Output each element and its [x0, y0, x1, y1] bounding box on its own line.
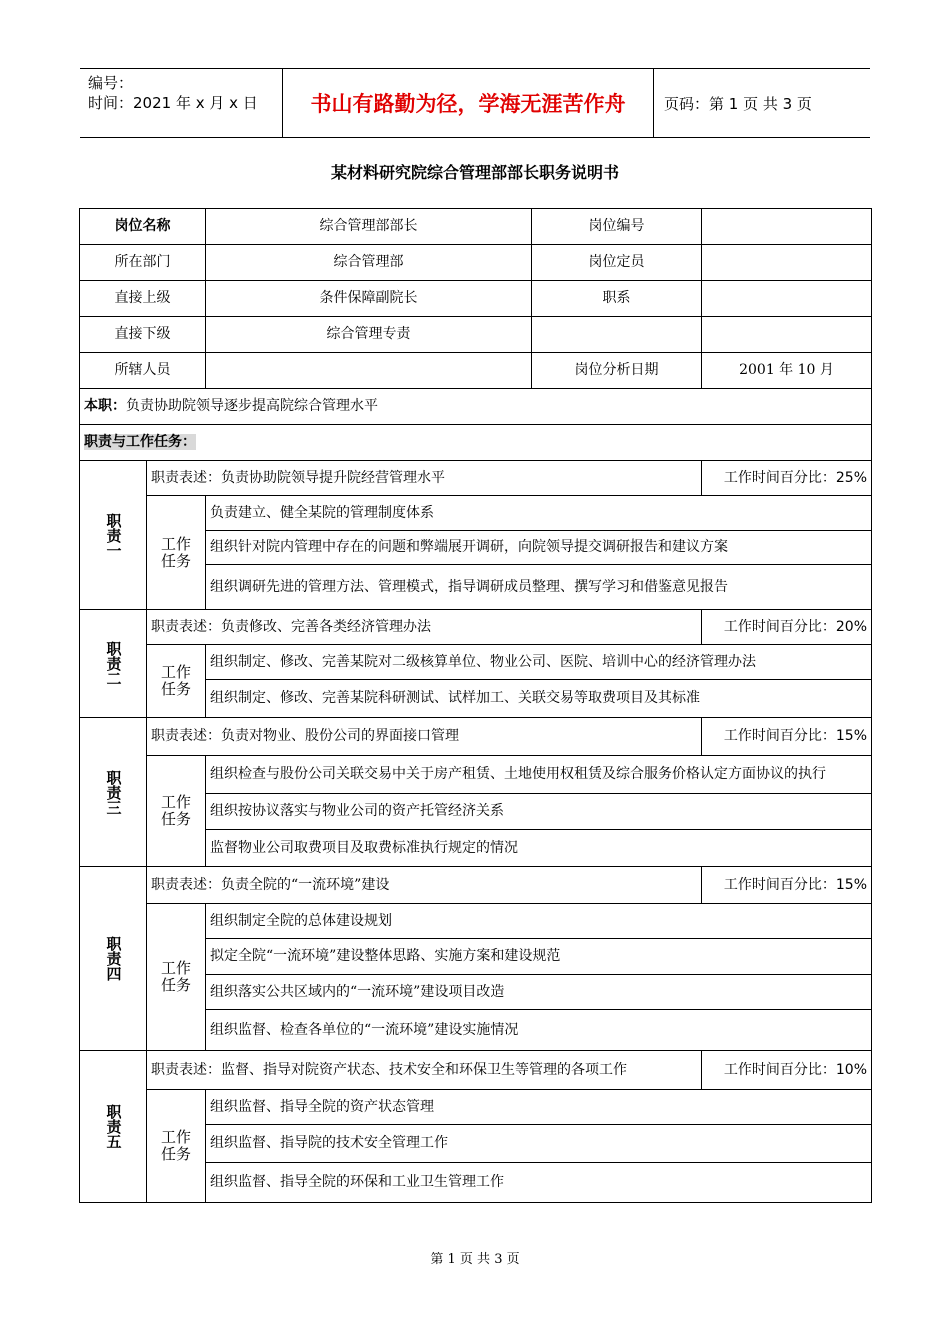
task-item: 组织制定、修改、完善某院科研测试、试样加工、关联交易等取费项目及其标准: [206, 680, 872, 718]
info-key: [532, 317, 702, 353]
task-label: 工作任务: [147, 1090, 206, 1203]
duty-desc-row: [80, 867, 872, 904]
task-row: [80, 496, 872, 531]
document-date: 时间：2021 年 x 月 x 日: [88, 94, 258, 112]
info-key: 岗位编号: [532, 209, 702, 245]
task-item: 组织落实公共区域内的“一流环境”建设项目改造: [206, 975, 872, 1010]
info-key: 直接上级: [80, 281, 206, 317]
task-item: 负责建立、健全某院的管理制度体系: [206, 496, 872, 531]
info-value: [702, 245, 872, 281]
tasks-heading-row: [80, 425, 872, 461]
duty-time-percent: 工作时间百分比：25%: [702, 461, 872, 496]
info-key: 职系: [532, 281, 702, 317]
info-value: [702, 317, 872, 353]
header-motto: 书山有路勤为径，学海无涯苦作舟: [282, 69, 654, 137]
duty-desc-row: [80, 1051, 872, 1090]
duty-summary-label: 本职：: [84, 398, 126, 414]
duty-description: 职责表述：负责全院的“一流环境”建设: [147, 867, 702, 904]
info-row: [80, 353, 872, 389]
info-key: 岗位定员: [532, 245, 702, 281]
task-item: 组织调研先进的管理方法、管理模式，指导调研成员整理、撰写学习和借鉴意见报告: [206, 565, 872, 610]
task-row: [80, 645, 872, 680]
duty-description: 职责表述：监督、指导对院资产状态、技术安全和环保卫生等管理的各项工作: [147, 1051, 702, 1090]
info-key: 所辖人员: [80, 353, 206, 389]
duty-summary-row: [80, 389, 872, 425]
task-item: 组织监督、指导全院的环保和工业卫生管理工作: [206, 1163, 872, 1203]
task-item: 监督物业公司取费项目及取费标准执行规定的情况: [206, 830, 872, 867]
duty-time-percent: 工作时间百分比：15%: [702, 867, 872, 904]
tasks-heading: 职责与工作任务：: [84, 434, 196, 450]
info-value: [702, 281, 872, 317]
info-row: [80, 281, 872, 317]
task-row: [80, 904, 872, 939]
info-value: [702, 209, 872, 245]
duty-time-percent: 工作时间百分比：20%: [702, 610, 872, 645]
header-page-info: 页码：第 1 页 共 3 页: [664, 94, 812, 113]
tasks-heading-cell: [80, 425, 872, 461]
task-row: [80, 1090, 872, 1125]
task-item: 组织检查与股份公司关联交易中关于房产租赁、土地使用权租赁及综合服务价格认定方面协议的执行: [206, 756, 872, 794]
info-value: [206, 353, 532, 389]
page-footer: 第 1 页 共 3 页: [430, 1252, 520, 1267]
info-value: 综合管理专责: [206, 317, 532, 353]
duty-label: 职责一: [80, 461, 147, 610]
job-description-table: [79, 208, 872, 1203]
page-header: [80, 68, 870, 138]
task-label: 工作任务: [147, 645, 206, 718]
task-row: [80, 756, 872, 794]
task-item: 拟定全院“一流环境”建设整体思路、实施方案和建设规范: [206, 939, 872, 975]
info-key: 岗位名称: [80, 209, 206, 245]
duty-time-percent: 工作时间百分比：10%: [702, 1051, 872, 1090]
duty-label: 职责三: [80, 718, 147, 867]
task-item: 组织制定全院的总体建设规划: [206, 904, 872, 939]
info-value: 综合管理部: [206, 245, 532, 281]
info-value: 综合管理部部长: [206, 209, 532, 245]
duty-desc-row: [80, 461, 872, 496]
info-value: 2001 年 10 月: [702, 353, 872, 389]
info-key: 岗位分析日期: [532, 353, 702, 389]
duty-description: 职责表述：负责对物业、股份公司的界面接口管理: [147, 718, 702, 756]
info-key: 所在部门: [80, 245, 206, 281]
info-row: [80, 209, 872, 245]
duty-description: 职责表述：负责修改、完善各类经济管理办法: [147, 610, 702, 645]
task-item: 组织监督、指导院的技术安全管理工作: [206, 1125, 872, 1163]
task-item: 组织制定、修改、完善某院对二级核算单位、物业公司、医院、培训中心的经济管理办法: [206, 645, 872, 680]
task-label: 工作任务: [147, 904, 206, 1051]
duty-time-percent: 工作时间百分比：15%: [702, 718, 872, 756]
duty-desc-row: [80, 610, 872, 645]
duty-summary: [80, 389, 872, 425]
duty-desc-row: [80, 718, 872, 756]
info-row: [80, 317, 872, 353]
task-item: 组织针对院内管理中存在的问题和弊端展开调研，向院领导提交调研报告和建议方案: [206, 531, 872, 565]
duty-label: 职责四: [80, 867, 147, 1051]
task-item: 组织监督、指导全院的资产状态管理: [206, 1090, 872, 1125]
task-item: 组织按协议落实与物业公司的资产托管经济关系: [206, 794, 872, 830]
document-number-label: 编号：: [88, 74, 134, 92]
header-meta: [80, 69, 282, 137]
duty-label: 职责二: [80, 610, 147, 718]
task-item: 组织监督、检查各单位的“一流环境”建设实施情况: [206, 1010, 872, 1051]
document-title: 某材料研究院综合管理部部长职务说明书: [330, 163, 619, 182]
duty-summary-text: 负责协助院领导逐步提高院综合管理水平: [126, 398, 378, 414]
info-value: 条件保障副院长: [206, 281, 532, 317]
info-row: [80, 245, 872, 281]
task-label: 工作任务: [147, 496, 206, 610]
task-label: 工作任务: [147, 756, 206, 867]
duty-description: 职责表述：负责协助院领导提升院经营管理水平: [147, 461, 702, 496]
duty-label: 职责五: [80, 1051, 147, 1203]
info-key: 直接下级: [80, 317, 206, 353]
